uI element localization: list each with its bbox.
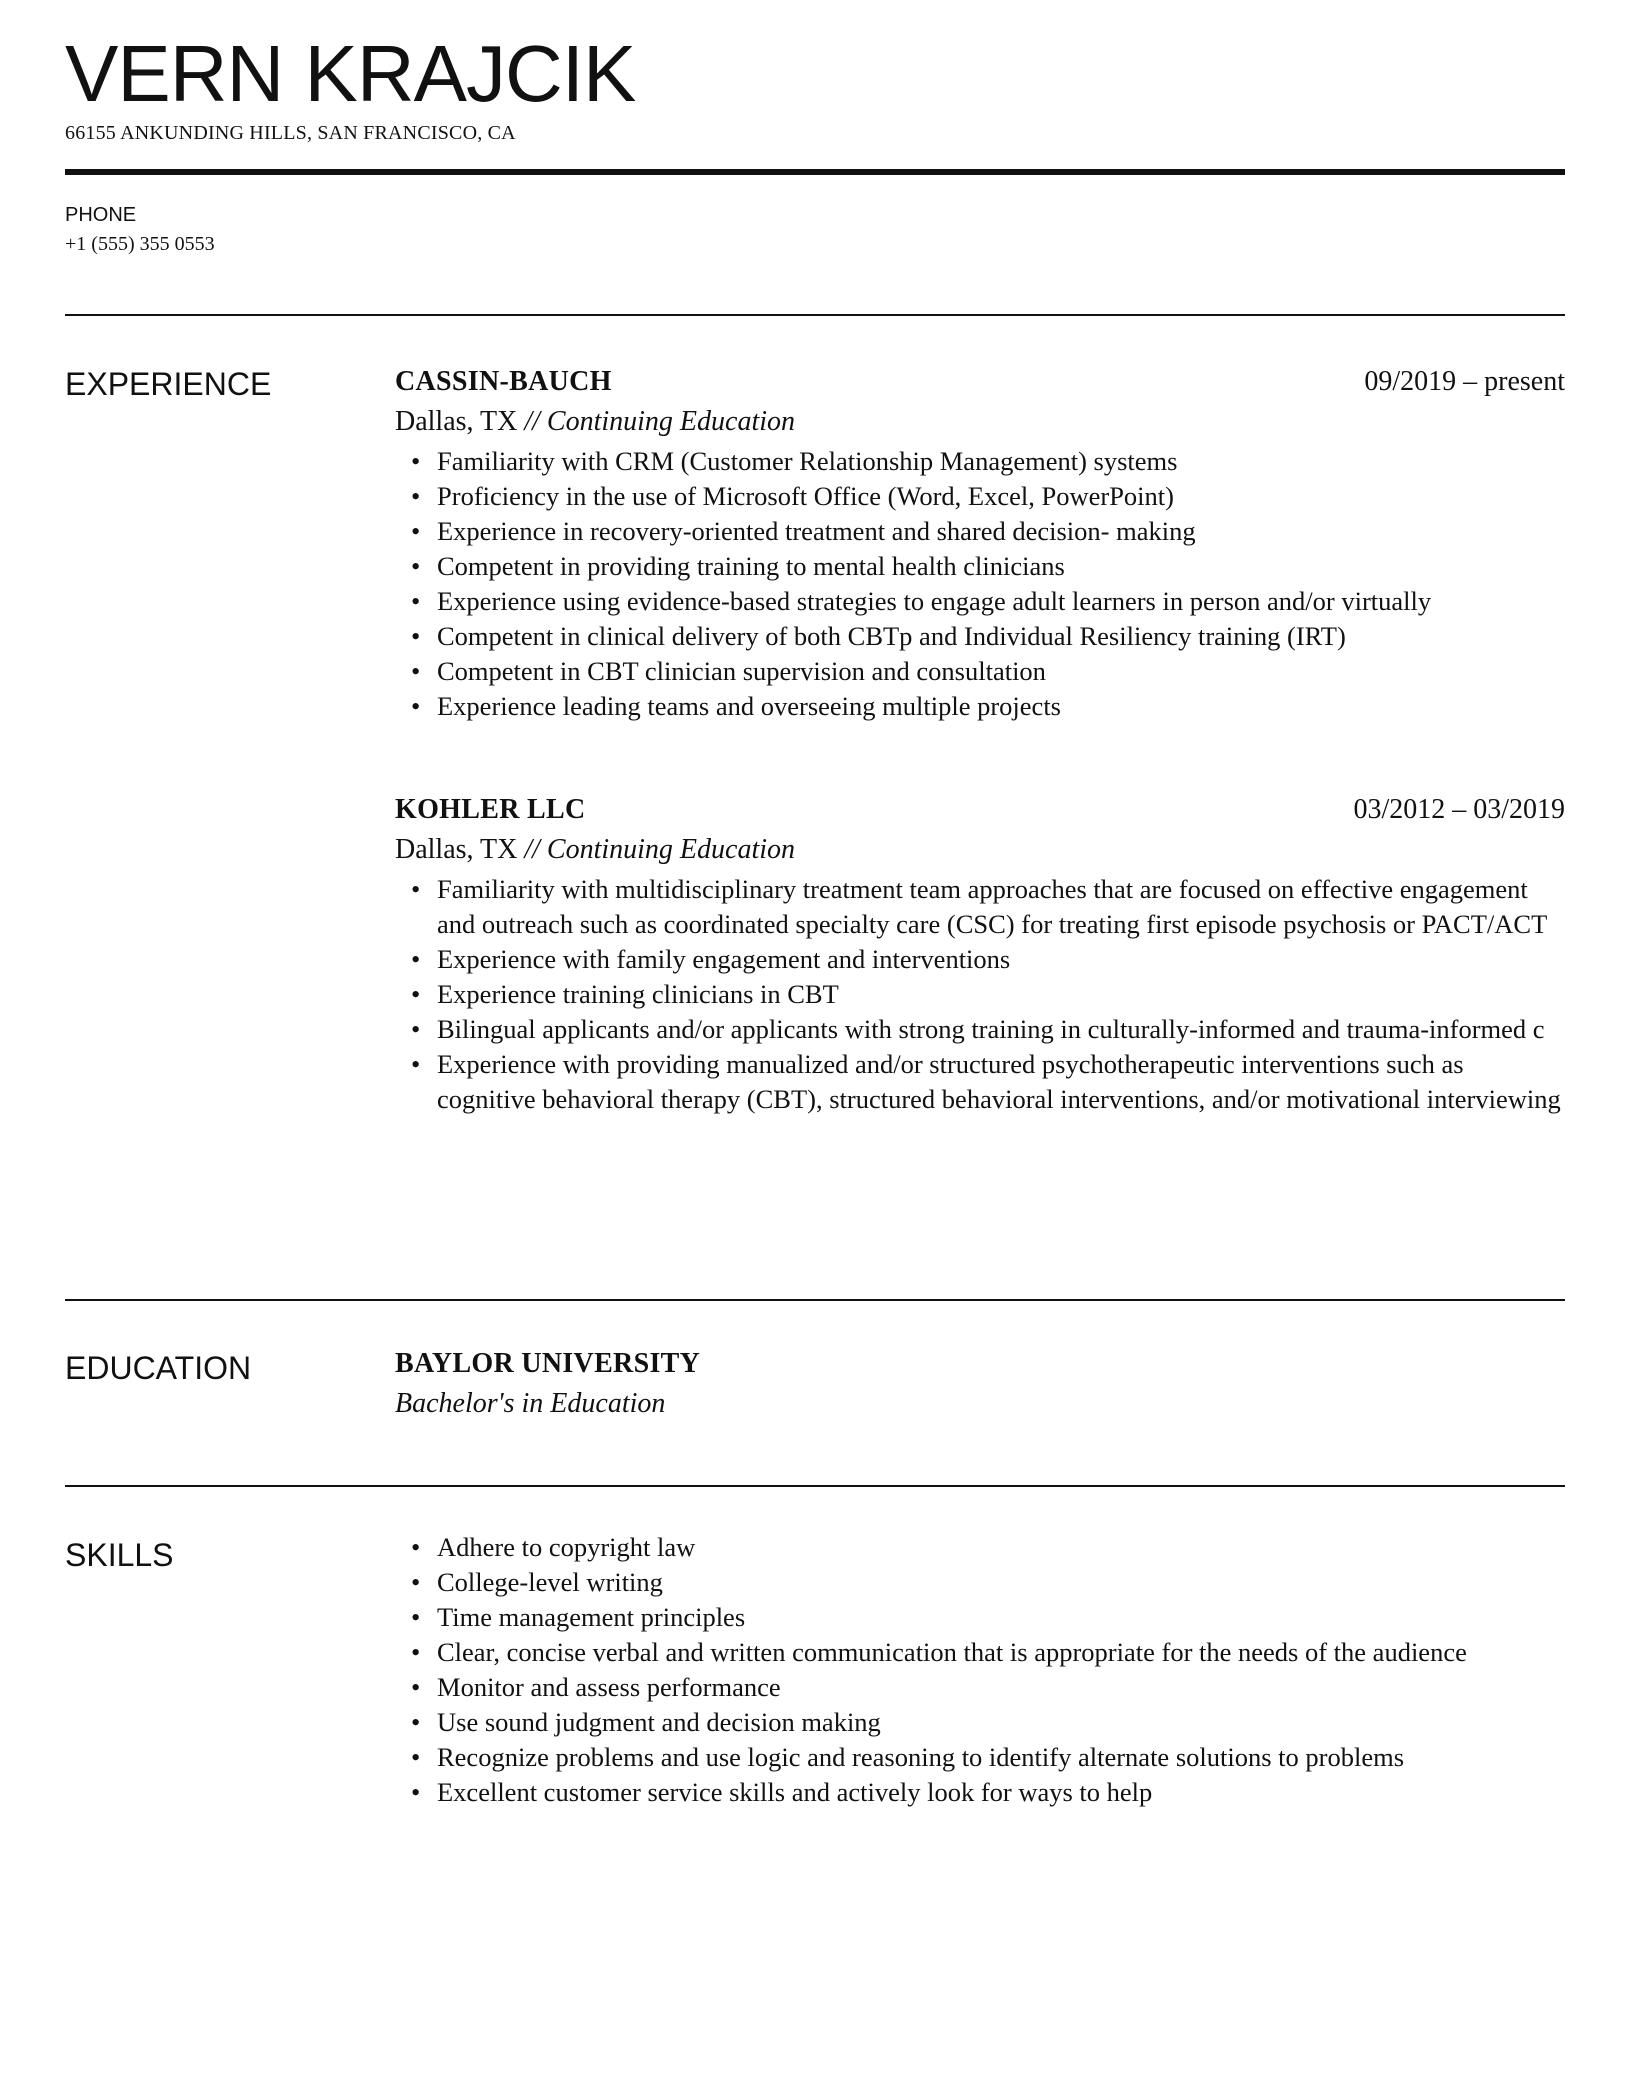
list-item: • Experience training clinicians in CBT bbox=[437, 977, 1565, 1012]
school-name: BAYLOR UNIVERSITY bbox=[395, 1348, 701, 1379]
phone-number: +1 (555) 355 0553 bbox=[65, 233, 215, 255]
list-item: • Monitor and assess performance bbox=[437, 1670, 1565, 1705]
degree bbox=[395, 1384, 1565, 1424]
degree-name: Bachelor's in Education bbox=[395, 1388, 666, 1419]
responsibility-list bbox=[395, 872, 1565, 1117]
list-item: • Competent in providing training to mental health clinicians bbox=[437, 549, 1565, 584]
employment-dates: 09/2019 – present bbox=[1364, 366, 1565, 397]
list-item: • Adhere to copyright law bbox=[437, 1530, 1565, 1565]
list-item: • Clear, concise verbal and written communication that is appropriate for the needs of the audience bbox=[437, 1635, 1565, 1670]
skills-list bbox=[395, 1530, 1565, 1810]
separator: // bbox=[517, 834, 547, 865]
list-item: • Familiarity with CRM (Customer Relationship Management) systems bbox=[437, 444, 1565, 479]
company-name: CASSIN-BAUCH bbox=[395, 366, 612, 397]
experience-heading: EXPERIENCE bbox=[65, 366, 272, 402]
skills-heading: SKILLS bbox=[65, 1537, 174, 1573]
list-item: • Familiarity with multidisciplinary treatment team approaches that are focused on effective engagement and outreach such as coordinated specialty care (CSC) for treating first episode psychosis or PACT/ACT bbox=[437, 872, 1565, 942]
section-divider bbox=[65, 314, 1565, 316]
list-item: • Time management principles bbox=[437, 1600, 1565, 1635]
education-heading: EDUCATION bbox=[65, 1350, 252, 1386]
list-item: • Competent in clinical delivery of both CBTp and Individual Resiliency training (IRT) bbox=[437, 619, 1565, 654]
list-item: • Recognize problems and use logic and reasoning to identify alternate solutions to problems bbox=[437, 1740, 1565, 1775]
job-location: Dallas, TX bbox=[395, 406, 518, 437]
skills-entry bbox=[395, 1530, 1565, 1810]
responsibility-list bbox=[395, 444, 1565, 724]
employment-dates: 03/2012 – 03/2019 bbox=[1353, 794, 1565, 825]
list-item: • College-level writing bbox=[437, 1565, 1565, 1600]
list-item: • Use sound judgment and decision making bbox=[437, 1705, 1565, 1740]
list-item: • Competent in CBT clinician supervision and consultation bbox=[437, 654, 1565, 689]
list-item: • Experience leading teams and overseeing multiple projects bbox=[437, 689, 1565, 724]
job-role: Continuing Education bbox=[546, 834, 796, 865]
list-item: • Experience using evidence-based strategies to engage adult learners in person and/or virtually bbox=[437, 584, 1565, 619]
phone-label: PHONE bbox=[65, 204, 137, 226]
header-divider bbox=[65, 169, 1565, 175]
company-name: KOHLER LLC bbox=[395, 794, 586, 825]
job-subline bbox=[395, 402, 1565, 442]
list-item: • Bilingual applicants and/or applicants with strong training in culturally-informed and trauma-informed c bbox=[437, 1012, 1565, 1047]
list-item: • Experience with family engagement and interventions bbox=[437, 942, 1565, 977]
section-divider bbox=[65, 1485, 1565, 1487]
experience-entry bbox=[395, 790, 1565, 1117]
education-entry bbox=[395, 1344, 1565, 1424]
job-location: Dallas, TX bbox=[395, 834, 518, 865]
job-role: Continuing Education bbox=[546, 406, 796, 437]
list-item: • Experience with providing manualized and/or structured psychotherapeutic interventions such as cognitive behavioral therapy (CBT), structured behavioral interventions, and/or motivational interviewing bbox=[437, 1047, 1565, 1117]
list-item: • Excellent customer service skills and actively look for ways to help bbox=[437, 1775, 1565, 1810]
candidate-name: VERN KRAJCIK bbox=[65, 29, 636, 118]
separator: // bbox=[517, 406, 547, 437]
list-item: • Experience in recovery-oriented treatment and shared decision- making bbox=[437, 514, 1565, 549]
list-item: • Proficiency in the use of Microsoft Office (Word, Excel, PowerPoint) bbox=[437, 479, 1565, 514]
job-subline bbox=[395, 830, 1565, 870]
experience-entry bbox=[395, 362, 1565, 724]
section-divider bbox=[65, 1299, 1565, 1301]
address: 66155 ANKUNDING HILLS, SAN FRANCISCO, CA bbox=[65, 122, 516, 144]
